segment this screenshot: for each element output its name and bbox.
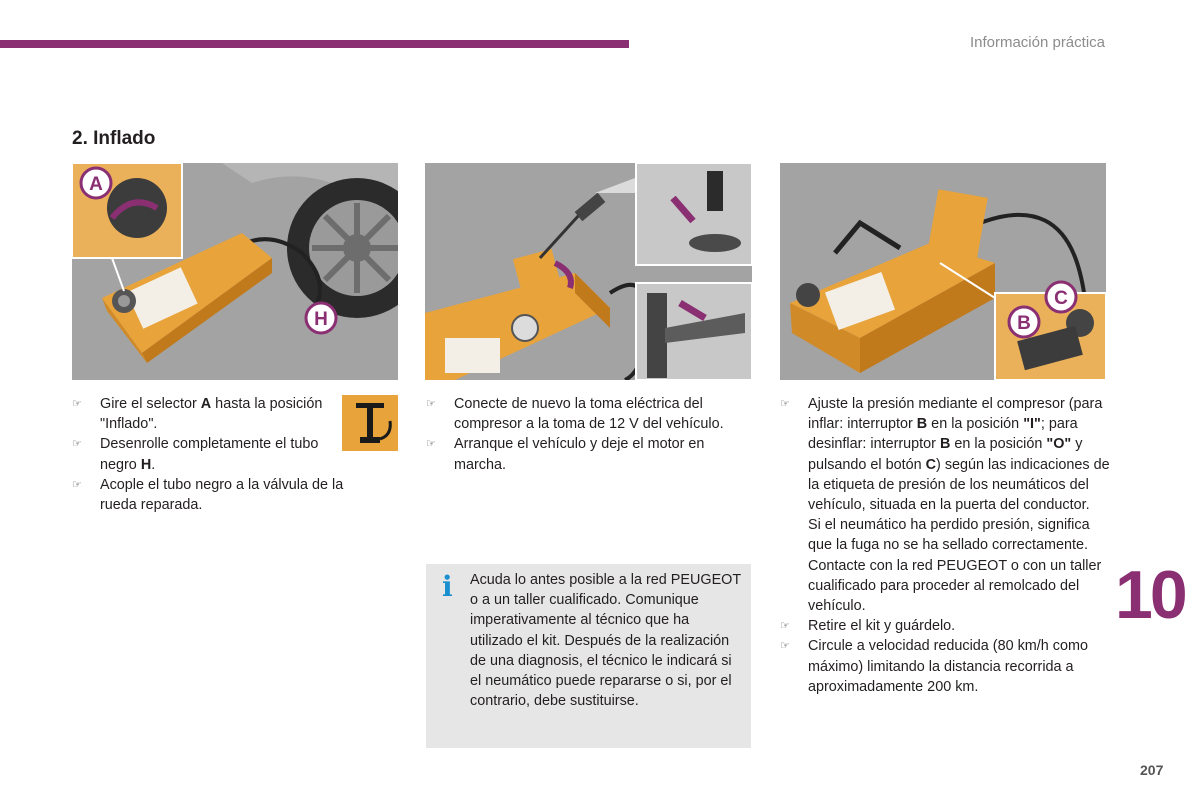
page-number: 207 — [1140, 762, 1164, 778]
instruction-item — [780, 636, 1110, 697]
emphasis-text: "I" — [1023, 416, 1041, 433]
item-text: . — [151, 456, 156, 473]
bullet-icon: ☞ — [780, 620, 790, 633]
header-accent-bar — [0, 40, 629, 48]
instruction-item — [72, 475, 367, 515]
instruction-item — [780, 616, 1110, 636]
svg-text:A: A — [89, 174, 103, 195]
bullet-icon: ☞ — [72, 478, 82, 491]
svg-text:C: C — [1054, 288, 1068, 309]
info-icon: i — [442, 570, 453, 603]
header-section-label: Información práctica — [969, 34, 1105, 51]
instruction-item — [426, 434, 751, 474]
item-text: y pulsando el botón — [808, 436, 1083, 473]
compressor-icon — [790, 189, 995, 373]
illustration-power-plug — [425, 163, 752, 380]
emphasis-text: B — [916, 416, 928, 433]
info-text: Acuda lo antes posible a la red PEUGEOT o a un taller cualificado. Comunique imperativamente al técnico que ha utilizado el kit. Después de la realización de una diagnosis, el técnico le indicará si el neumático puede repararse o si, por el contrario, debe sustituirse. — [470, 572, 741, 710]
item-text: ) según las indicaciones de la etiqueta de presión de los neumáticos del vehículo, situada en la puerta del conductor. — [808, 456, 1110, 514]
label-h-badge — [306, 303, 336, 333]
illustration-selector-and-hose — [72, 163, 398, 380]
item-text: Gire el selector — [100, 396, 201, 412]
bullet-icon: ☞ — [72, 438, 82, 451]
instructions-column-1 — [72, 394, 367, 515]
item-text: en la posición — [950, 436, 1047, 453]
item-text: Conecte de nuevo la toma eléctrica del compresor a la toma de 12 V del vehículo. — [454, 396, 724, 433]
item-text: Retire el kit y guárdelo. — [808, 618, 956, 635]
instructions-column-3 — [780, 394, 1110, 697]
emphasis-text: H — [140, 456, 152, 473]
compressor-icon — [425, 249, 610, 380]
item-text: Acople el tubo negro a la válvula de la rueda reparada. — [100, 476, 344, 514]
instruction-item — [72, 434, 330, 474]
bullet-icon: ☞ — [72, 398, 82, 410]
bullet-icon: ☞ — [780, 398, 790, 410]
emphasis-text: "O" — [1046, 436, 1072, 453]
svg-text:H: H — [314, 309, 328, 330]
instruction-item — [426, 394, 751, 434]
item-text: hasta la posición "Inflado". — [100, 396, 323, 433]
bullet-icon: ☞ — [426, 438, 436, 451]
label-c-badge — [1046, 282, 1076, 312]
instructions-column-2 — [426, 394, 751, 475]
instruction-item — [72, 394, 330, 434]
label-a-badge — [81, 168, 111, 198]
chapter-number: 10 — [1115, 557, 1185, 633]
wheel-icon — [287, 178, 398, 318]
bullet-icon: ☞ — [426, 398, 436, 410]
label-b-badge — [1009, 307, 1039, 337]
item-text: Arranque el vehículo y deje el motor en marcha. — [454, 436, 705, 473]
info-box — [426, 564, 751, 748]
section-title: 2. Inflado — [72, 128, 156, 149]
item-text: ; para desinflar: interruptor — [808, 416, 1078, 453]
item-text: Ajuste la presión mediante el compresor (para inflar: interruptor — [808, 396, 1103, 433]
ignition-key-icon — [647, 293, 667, 378]
item-text: en la posición — [927, 416, 1024, 433]
emphasis-text: B — [939, 436, 951, 453]
illustration-pressure-adjust — [780, 163, 1106, 380]
note-text: Si el neumático ha perdido presión, significa que la fuga no se ha sellado correctamente. Contacte con la red PEUGEOT o con un taller cualificado para proceder al remolcado del vehículo. — [808, 517, 1102, 615]
emphasis-text: A — [200, 396, 212, 412]
bullet-icon: ☞ — [780, 640, 790, 653]
power-plug-icon — [575, 193, 606, 221]
item-text: Circule a velocidad reducida (80 km/h como máximo) limitando la distancia recorrida a aproximadamente 200 km. — [808, 638, 1088, 695]
instruction-item — [780, 394, 1110, 515]
item-text: Desenrolle completamente el tubo negro — [100, 436, 319, 473]
tire-pump-icon — [342, 395, 398, 451]
svg-text:B: B — [1017, 313, 1031, 334]
emphasis-text: C — [925, 456, 937, 473]
